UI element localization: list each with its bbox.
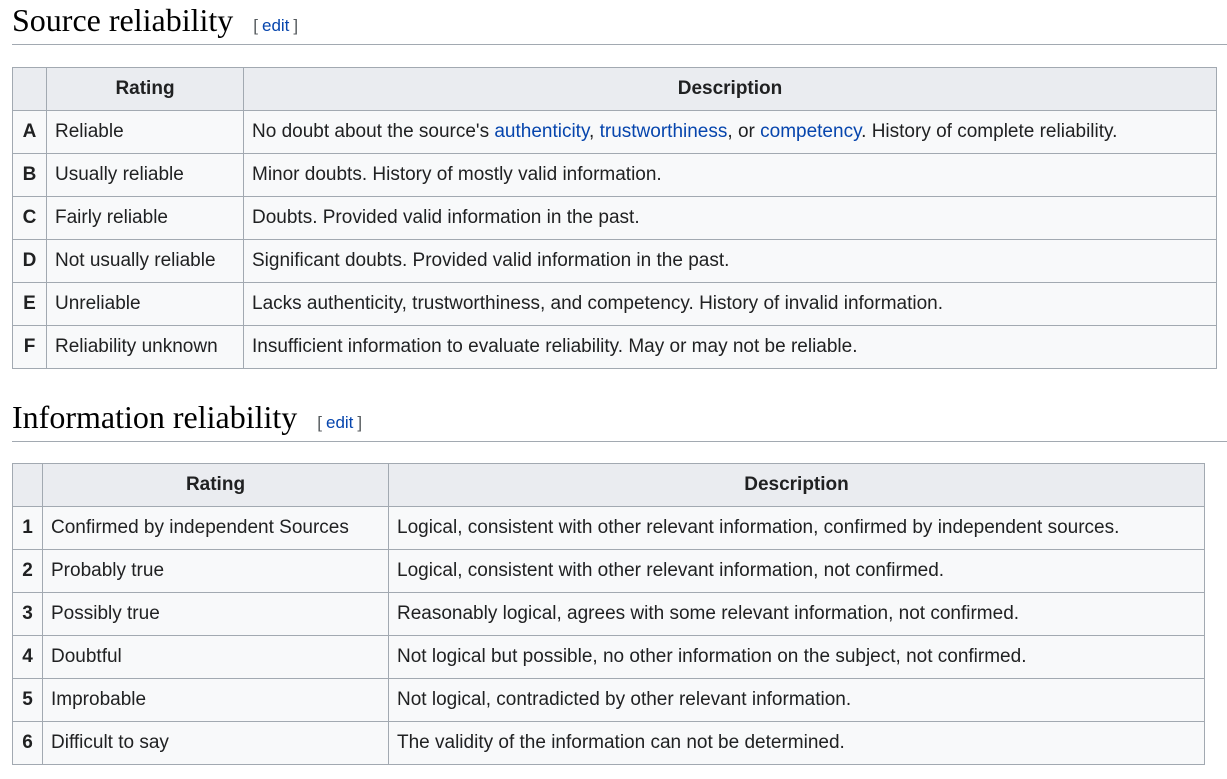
row-description [244, 111, 1217, 154]
header-id [13, 464, 43, 507]
row-description: Reasonably logical, agrees with some relevant information, not confirmed. [389, 593, 1205, 636]
row-rating: Possibly true [43, 593, 389, 636]
row-id: D [13, 240, 47, 283]
row-description: Lacks authenticity, trustworthiness, and competency. History of invalid information. [244, 283, 1217, 326]
table-row [13, 636, 1205, 679]
section-heading [12, 0, 1227, 45]
link-competency[interactable]: competency [760, 121, 862, 142]
section-title: Information reliability [12, 399, 298, 435]
row-id: 6 [13, 722, 43, 765]
row-rating: Not usually reliable [47, 240, 244, 283]
row-id: B [13, 154, 47, 197]
edit-bracket-open: [ [317, 413, 322, 432]
row-description: Logical, consistent with other relevant information, not confirmed. [389, 550, 1205, 593]
row-id: 4 [13, 636, 43, 679]
row-description: Not logical, contradicted by other relevant information. [389, 679, 1205, 722]
source-reliability-table [12, 67, 1217, 369]
row-rating: Doubtful [43, 636, 389, 679]
table-row [13, 111, 1217, 154]
table-row [13, 326, 1217, 369]
information-reliability-table [12, 463, 1205, 765]
row-rating: Unreliable [47, 283, 244, 326]
edit-section-link[interactable]: edit [325, 413, 354, 432]
row-description: Logical, consistent with other relevant information, confirmed by independent sources. [389, 507, 1205, 550]
table-row [13, 283, 1217, 326]
edit-bracket-close: ] [357, 413, 363, 432]
description-text: No doubt about the source's [252, 121, 495, 142]
row-id: 3 [13, 593, 43, 636]
table-row [13, 722, 1205, 765]
table-row [13, 154, 1217, 197]
header-description: Description [244, 68, 1217, 111]
row-rating: Difficult to say [43, 722, 389, 765]
row-id: 5 [13, 679, 43, 722]
section-information-reliability [12, 397, 1227, 753]
edit-bracket-close: ] [293, 16, 299, 35]
row-rating: Fairly reliable [47, 197, 244, 240]
table-row [13, 197, 1217, 240]
edit-section-link-group [317, 413, 362, 433]
row-description: The validity of the information can not be determined. [389, 722, 1205, 765]
edit-section-link-group [253, 16, 298, 36]
row-rating: Reliable [47, 111, 244, 154]
link-trustworthiness[interactable]: trustworthiness [599, 121, 728, 142]
section-title: Source reliability [12, 2, 234, 38]
row-rating: Usually reliable [47, 154, 244, 197]
row-description: Not logical but possible, no other information on the subject, not confirmed. [389, 636, 1205, 679]
table-row [13, 550, 1205, 593]
row-description: Doubts. Provided valid information in the past. [244, 197, 1217, 240]
header-description: Description [389, 464, 1205, 507]
description-text: , or [727, 121, 761, 142]
row-rating: Probably true [43, 550, 389, 593]
row-id: 1 [13, 507, 43, 550]
row-description: Minor doubts. History of mostly valid information. [244, 154, 1217, 197]
row-description: Insufficient information to evaluate reliability. May or may not be reliable. [244, 326, 1217, 369]
row-id: E [13, 283, 47, 326]
row-rating: Confirmed by independent Sources [43, 507, 389, 550]
table-row [13, 240, 1217, 283]
header-rating: Rating [43, 464, 389, 507]
row-id: F [13, 326, 47, 369]
row-description: Significant doubts. Provided valid information in the past. [244, 240, 1217, 283]
header-id [13, 68, 47, 111]
table-header-row [13, 68, 1217, 111]
row-id: 2 [13, 550, 43, 593]
row-id: C [13, 197, 47, 240]
section-source-reliability [12, 0, 1227, 357]
row-id: A [13, 111, 47, 154]
table-row [13, 679, 1205, 722]
row-rating: Improbable [43, 679, 389, 722]
link-authenticity[interactable]: authenticity [494, 121, 590, 142]
table-row [13, 507, 1205, 550]
row-rating: Reliability unknown [47, 326, 244, 369]
description-text: . History of complete reliability. [861, 121, 1118, 142]
table-header-row [13, 464, 1205, 507]
header-rating: Rating [47, 68, 244, 111]
table-row [13, 593, 1205, 636]
edit-bracket-open: [ [253, 16, 258, 35]
description-text: , [589, 121, 600, 142]
edit-section-link[interactable]: edit [262, 16, 290, 35]
section-heading [12, 397, 1227, 442]
